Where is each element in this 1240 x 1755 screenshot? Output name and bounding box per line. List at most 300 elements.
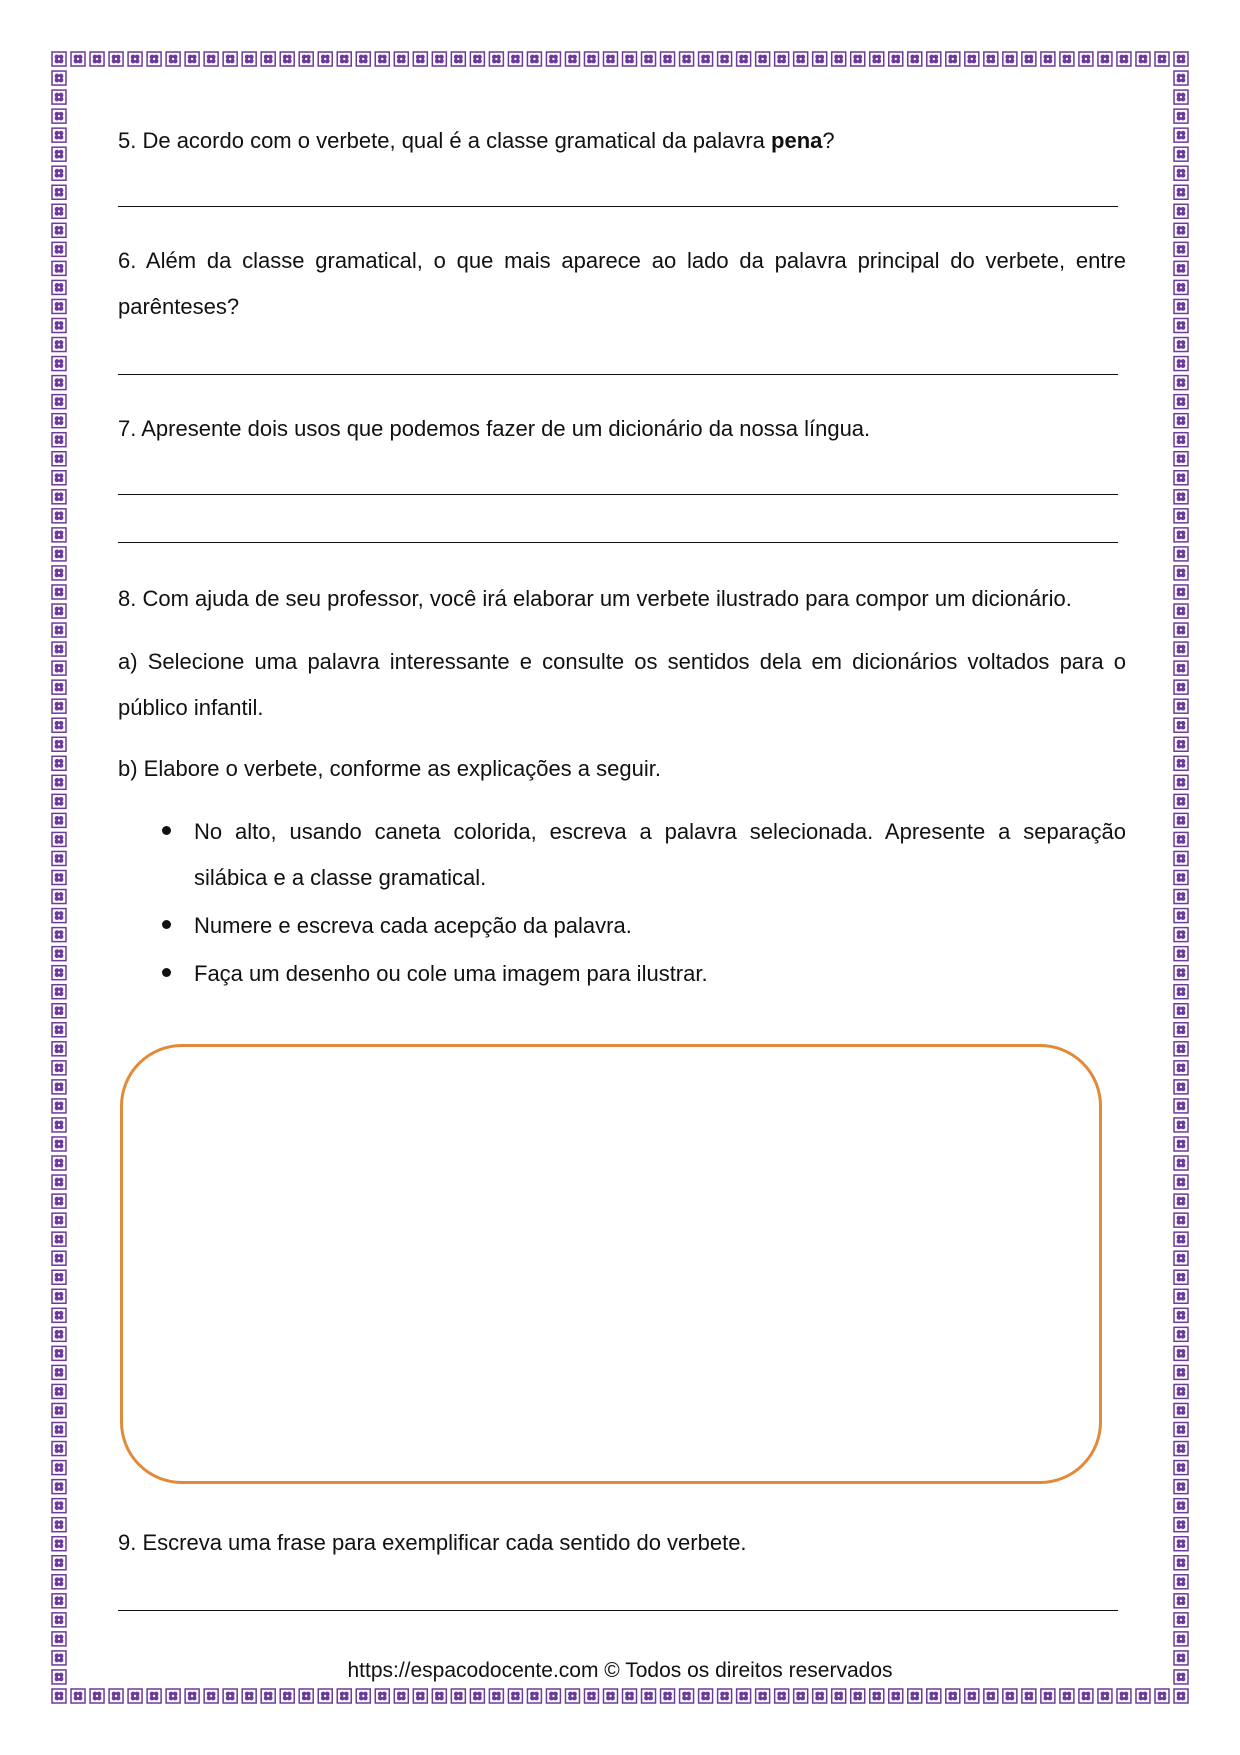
border-tile bbox=[52, 242, 66, 256]
border-tile bbox=[52, 1594, 66, 1608]
border-tile bbox=[889, 52, 903, 66]
border-tile bbox=[546, 1689, 560, 1703]
bullet-icon bbox=[162, 826, 171, 835]
border-tile bbox=[794, 52, 808, 66]
border-tile bbox=[52, 1270, 66, 1284]
border-tile bbox=[1003, 1689, 1017, 1703]
border-tile bbox=[870, 1689, 884, 1703]
border-tile bbox=[52, 1137, 66, 1151]
border-tile bbox=[185, 52, 199, 66]
border-tile bbox=[204, 52, 218, 66]
answer-line[interactable] bbox=[118, 206, 1118, 207]
border-tile bbox=[1174, 71, 1188, 85]
border-tile bbox=[680, 52, 694, 66]
border-tile bbox=[1117, 52, 1131, 66]
border-tile bbox=[1174, 395, 1188, 409]
border-tile bbox=[756, 52, 770, 66]
border-tile bbox=[375, 1689, 389, 1703]
border-tile bbox=[52, 985, 66, 999]
border-tile bbox=[1174, 1365, 1188, 1379]
border-tile bbox=[1174, 242, 1188, 256]
question-5: 5. De acordo com o verbete, qual é a classe gramatical da palavra pena? bbox=[118, 128, 835, 153]
border-tile bbox=[1174, 1499, 1188, 1513]
border-tile bbox=[1174, 1689, 1188, 1703]
border-tile bbox=[52, 1061, 66, 1075]
border-tile bbox=[52, 71, 66, 85]
border-tile bbox=[1174, 109, 1188, 123]
border-tile bbox=[1174, 737, 1188, 751]
border-tile bbox=[1098, 1689, 1112, 1703]
border-tile bbox=[527, 1689, 541, 1703]
border-tile bbox=[775, 52, 789, 66]
border-tile bbox=[1174, 813, 1188, 827]
border-tile bbox=[52, 642, 66, 656]
border-tile bbox=[52, 851, 66, 865]
border-tile bbox=[52, 1403, 66, 1417]
border-tile bbox=[508, 52, 522, 66]
border-tile bbox=[280, 52, 294, 66]
border-tile bbox=[1174, 775, 1188, 789]
border-tile bbox=[1174, 1080, 1188, 1094]
border-tile bbox=[1174, 1346, 1188, 1360]
border-tile bbox=[832, 52, 846, 66]
border-tile bbox=[1174, 909, 1188, 923]
border-tile bbox=[584, 1689, 598, 1703]
border-tile bbox=[299, 52, 313, 66]
border-tile bbox=[52, 1327, 66, 1341]
border-tile bbox=[52, 1099, 66, 1113]
border-tile bbox=[52, 1613, 66, 1627]
border-tile bbox=[1174, 756, 1188, 770]
border-tile bbox=[1174, 452, 1188, 466]
border-tile bbox=[52, 1194, 66, 1208]
border-tile bbox=[356, 52, 370, 66]
border-tile bbox=[52, 1499, 66, 1513]
border-tile bbox=[52, 1632, 66, 1646]
border-tile bbox=[1174, 851, 1188, 865]
border-tile bbox=[242, 1689, 256, 1703]
border-tile bbox=[109, 1689, 123, 1703]
border-tile bbox=[489, 1689, 503, 1703]
border-tile bbox=[432, 52, 446, 66]
border-tile bbox=[1174, 1518, 1188, 1532]
border-tile bbox=[52, 299, 66, 313]
border-tile bbox=[261, 1689, 275, 1703]
question-8a: a) Selecione uma palavra interessante e consulte os sentidos dela em dicionários voltados para o público infantil. bbox=[118, 649, 1126, 720]
border-tile bbox=[1174, 1137, 1188, 1151]
border-tile bbox=[1174, 699, 1188, 713]
border-tile bbox=[52, 1384, 66, 1398]
border-tile bbox=[52, 147, 66, 161]
border-tile bbox=[927, 1689, 941, 1703]
border-tile bbox=[52, 661, 66, 675]
border-tile bbox=[52, 680, 66, 694]
highlight-word: pena bbox=[771, 128, 823, 153]
border-tile bbox=[1174, 718, 1188, 732]
border-tile bbox=[52, 1689, 66, 1703]
border-tile bbox=[71, 52, 85, 66]
border-tile bbox=[1174, 1613, 1188, 1627]
border-tile bbox=[223, 1689, 237, 1703]
border-tile bbox=[52, 1156, 66, 1170]
border-tile bbox=[508, 1689, 522, 1703]
border-tile bbox=[623, 1689, 637, 1703]
border-tile bbox=[52, 1575, 66, 1589]
border-tile bbox=[52, 338, 66, 352]
border-tile bbox=[147, 52, 161, 66]
border-tile bbox=[1174, 794, 1188, 808]
border-tile bbox=[889, 1689, 903, 1703]
border-tile bbox=[52, 775, 66, 789]
border-tile bbox=[1174, 585, 1188, 599]
border-tile bbox=[1041, 52, 1055, 66]
border-tile bbox=[1174, 185, 1188, 199]
border-tile bbox=[965, 52, 979, 66]
border-tile bbox=[1098, 52, 1112, 66]
border-tile bbox=[52, 1004, 66, 1018]
border-tile bbox=[90, 1689, 104, 1703]
border-tile bbox=[984, 52, 998, 66]
border-tile bbox=[52, 185, 66, 199]
border-tile bbox=[1174, 1327, 1188, 1341]
border-tile bbox=[1174, 1023, 1188, 1037]
border-tile bbox=[832, 1689, 846, 1703]
border-tile bbox=[128, 1689, 142, 1703]
border-tile bbox=[52, 52, 66, 66]
instruction-list bbox=[118, 809, 1126, 999]
border-tile bbox=[1079, 1689, 1093, 1703]
border-tile bbox=[1174, 1251, 1188, 1265]
border-tile bbox=[1022, 52, 1036, 66]
border-tile bbox=[1174, 471, 1188, 485]
border-tile bbox=[223, 52, 237, 66]
border-tile bbox=[394, 1689, 408, 1703]
border-tile bbox=[642, 1689, 656, 1703]
border-tile bbox=[318, 1689, 332, 1703]
border-tile bbox=[52, 1289, 66, 1303]
border-tile bbox=[1060, 52, 1074, 66]
question-9: 9. Escreva uma frase para exemplificar cada sentido do verbete. bbox=[118, 1530, 747, 1555]
border-tile bbox=[52, 128, 66, 142]
border-tile bbox=[1174, 338, 1188, 352]
border-tile bbox=[1174, 528, 1188, 542]
border-tile bbox=[375, 52, 389, 66]
border-tile bbox=[661, 1689, 675, 1703]
border-tile bbox=[52, 1480, 66, 1494]
border-tile bbox=[1174, 1480, 1188, 1494]
border-tile bbox=[775, 1689, 789, 1703]
border-tile bbox=[242, 52, 256, 66]
border-tile bbox=[737, 1689, 751, 1703]
border-tile bbox=[1174, 1384, 1188, 1398]
border-tile bbox=[527, 52, 541, 66]
border-tile bbox=[52, 718, 66, 732]
border-tile bbox=[52, 1423, 66, 1437]
border-tile bbox=[1174, 1403, 1188, 1417]
list-item: Numere e escreva cada acepção da palavra. bbox=[118, 903, 1126, 949]
border-tile bbox=[52, 357, 66, 371]
border-tile bbox=[1174, 1156, 1188, 1170]
border-tile bbox=[1174, 832, 1188, 846]
border-tile bbox=[52, 966, 66, 980]
illustration-box[interactable] bbox=[120, 1044, 1102, 1484]
copyright-footer: https://espacodocente.com © Todos os direitos reservados bbox=[347, 1659, 893, 1682]
border-tile bbox=[1174, 147, 1188, 161]
border-tile bbox=[1174, 1594, 1188, 1608]
border-tile bbox=[1174, 680, 1188, 694]
border-tile bbox=[1174, 985, 1188, 999]
border-tile bbox=[52, 585, 66, 599]
border-tile bbox=[946, 1689, 960, 1703]
border-tile bbox=[52, 223, 66, 237]
border-tile bbox=[52, 280, 66, 294]
border-tile bbox=[1174, 509, 1188, 523]
border-tile bbox=[52, 528, 66, 542]
border-tile bbox=[128, 52, 142, 66]
border-tile bbox=[52, 1556, 66, 1570]
border-tile bbox=[1174, 1232, 1188, 1246]
border-tile bbox=[1079, 52, 1093, 66]
border-tile bbox=[109, 52, 123, 66]
border-tile bbox=[52, 471, 66, 485]
question-7: 7. Apresente dois usos que podemos fazer de um dicionário da nossa língua. bbox=[118, 416, 871, 441]
border-tile bbox=[147, 1689, 161, 1703]
border-tile bbox=[1174, 1289, 1188, 1303]
border-tile bbox=[1174, 890, 1188, 904]
border-tile bbox=[52, 1442, 66, 1456]
border-tile bbox=[52, 433, 66, 447]
border-tile bbox=[52, 832, 66, 846]
border-tile bbox=[1136, 1689, 1150, 1703]
border-tile bbox=[1174, 1118, 1188, 1132]
border-tile bbox=[699, 52, 713, 66]
border-tile bbox=[718, 52, 732, 66]
border-tile bbox=[1174, 547, 1188, 561]
border-tile bbox=[52, 604, 66, 618]
border-tile bbox=[52, 1518, 66, 1532]
border-tile bbox=[1174, 1270, 1188, 1284]
border-tile bbox=[318, 52, 332, 66]
border-tile bbox=[52, 1042, 66, 1056]
border-tile bbox=[52, 509, 66, 523]
border-tile bbox=[1174, 1175, 1188, 1189]
border-tile bbox=[52, 1080, 66, 1094]
border-tile bbox=[1174, 204, 1188, 218]
border-tile bbox=[52, 623, 66, 637]
list-item: No alto, usando caneta colorida, escreva a palavra selecionada. Apresente a separação silábica e a classe gramatical. bbox=[118, 809, 1126, 901]
border-tile bbox=[1174, 1632, 1188, 1646]
answer-line[interactable] bbox=[118, 1610, 1118, 1611]
border-tile bbox=[1174, 947, 1188, 961]
border-tile bbox=[432, 1689, 446, 1703]
border-tile bbox=[52, 395, 66, 409]
list-item: Faça um desenho ou cole uma imagem para ilustrar. bbox=[118, 951, 1126, 997]
border-tile bbox=[52, 813, 66, 827]
border-tile bbox=[1155, 1689, 1169, 1703]
border-tile bbox=[1174, 1004, 1188, 1018]
border-tile bbox=[680, 1689, 694, 1703]
border-tile bbox=[1174, 1213, 1188, 1227]
bullet-icon bbox=[162, 920, 171, 929]
bullet-icon bbox=[162, 968, 171, 977]
border-tile bbox=[204, 1689, 218, 1703]
border-tile bbox=[1174, 376, 1188, 390]
border-tile bbox=[52, 1023, 66, 1037]
border-tile bbox=[52, 699, 66, 713]
question-8: 8. Com ajuda de seu professor, você irá elaborar um verbete ilustrado para compor um dicionário. bbox=[118, 586, 1072, 611]
border-tile bbox=[489, 52, 503, 66]
border-tile bbox=[1060, 1689, 1074, 1703]
border-tile bbox=[584, 52, 598, 66]
border-tile bbox=[1174, 90, 1188, 104]
border-tile bbox=[261, 52, 275, 66]
border-tile bbox=[413, 1689, 427, 1703]
border-tile bbox=[603, 52, 617, 66]
border-tile bbox=[166, 1689, 180, 1703]
answer-line[interactable] bbox=[118, 542, 1118, 543]
border-tile bbox=[470, 52, 484, 66]
border-tile bbox=[52, 318, 66, 332]
border-tile bbox=[1174, 1194, 1188, 1208]
border-tile bbox=[52, 1251, 66, 1265]
border-tile bbox=[1174, 1556, 1188, 1570]
border-tile bbox=[756, 1689, 770, 1703]
question-8b: b) Elabore o verbete, conforme as explicações a seguir. bbox=[118, 756, 661, 781]
border-tile bbox=[52, 109, 66, 123]
border-tile bbox=[927, 52, 941, 66]
border-tile bbox=[52, 1118, 66, 1132]
border-tile bbox=[1174, 52, 1188, 66]
border-tile bbox=[337, 52, 351, 66]
border-tile bbox=[1174, 928, 1188, 942]
border-tile bbox=[470, 1689, 484, 1703]
border-tile bbox=[1174, 642, 1188, 656]
border-tile bbox=[813, 52, 827, 66]
border-tile bbox=[52, 947, 66, 961]
border-tile bbox=[1174, 1042, 1188, 1056]
border-tile bbox=[52, 1232, 66, 1246]
border-tile bbox=[851, 52, 865, 66]
border-tile bbox=[52, 909, 66, 923]
border-tile bbox=[1174, 871, 1188, 885]
border-tile bbox=[52, 1213, 66, 1227]
border-tile bbox=[1174, 1461, 1188, 1475]
border-tile bbox=[52, 1346, 66, 1360]
border-tile bbox=[546, 52, 560, 66]
border-tile bbox=[813, 1689, 827, 1703]
border-tile bbox=[984, 1689, 998, 1703]
answer-line[interactable] bbox=[118, 374, 1118, 375]
border-tile bbox=[52, 756, 66, 770]
border-tile bbox=[299, 1689, 313, 1703]
border-tile bbox=[1174, 223, 1188, 237]
border-tile bbox=[52, 890, 66, 904]
border-tile bbox=[90, 52, 104, 66]
border-tile bbox=[1174, 966, 1188, 980]
border-tile bbox=[1174, 357, 1188, 371]
border-tile bbox=[1174, 433, 1188, 447]
border-tile bbox=[794, 1689, 808, 1703]
border-tile bbox=[1174, 299, 1188, 313]
border-tile bbox=[52, 547, 66, 561]
border-tile bbox=[946, 52, 960, 66]
border-tile bbox=[718, 1689, 732, 1703]
border-tile bbox=[851, 1689, 865, 1703]
border-tile bbox=[1174, 1308, 1188, 1322]
border-tile bbox=[1174, 318, 1188, 332]
border-tile bbox=[908, 52, 922, 66]
border-tile bbox=[699, 1689, 713, 1703]
border-tile bbox=[52, 414, 66, 428]
border-tile bbox=[1174, 280, 1188, 294]
border-tile bbox=[661, 52, 675, 66]
border-tile bbox=[166, 52, 180, 66]
border-tile bbox=[52, 452, 66, 466]
border-tile bbox=[52, 1175, 66, 1189]
border-tile bbox=[52, 204, 66, 218]
answer-line[interactable] bbox=[118, 494, 1118, 495]
border-tile bbox=[52, 376, 66, 390]
border-tile bbox=[1174, 1442, 1188, 1456]
border-tile bbox=[52, 166, 66, 180]
border-tile bbox=[356, 1689, 370, 1703]
border-tile bbox=[1136, 52, 1150, 66]
border-tile bbox=[565, 52, 579, 66]
border-tile bbox=[1174, 1575, 1188, 1589]
border-tile bbox=[1174, 1061, 1188, 1075]
border-tile bbox=[52, 261, 66, 275]
border-tile bbox=[52, 871, 66, 885]
border-tile bbox=[565, 1689, 579, 1703]
border-tile bbox=[280, 1689, 294, 1703]
border-tile bbox=[1041, 1689, 1055, 1703]
border-tile bbox=[1174, 261, 1188, 275]
border-tile bbox=[642, 52, 656, 66]
border-tile bbox=[52, 1537, 66, 1551]
border-tile bbox=[1174, 661, 1188, 675]
border-tile bbox=[1174, 623, 1188, 637]
border-tile bbox=[52, 1461, 66, 1475]
border-tile bbox=[52, 794, 66, 808]
border-tile bbox=[451, 52, 465, 66]
border-tile bbox=[52, 490, 66, 504]
border-tile bbox=[1174, 490, 1188, 504]
border-tile bbox=[870, 52, 884, 66]
border-tile bbox=[185, 1689, 199, 1703]
border-tile bbox=[1174, 1537, 1188, 1551]
border-tile bbox=[965, 1689, 979, 1703]
border-tile bbox=[1174, 166, 1188, 180]
border-tile bbox=[1174, 604, 1188, 618]
border-tile bbox=[451, 1689, 465, 1703]
question-6: 6. Além da classe gramatical, o que mais aparece ao lado da palavra principal do verbete, entre parênteses? bbox=[118, 248, 1126, 319]
border-tile bbox=[52, 928, 66, 942]
border-tile bbox=[1022, 1689, 1036, 1703]
border-tile bbox=[1174, 128, 1188, 142]
border-tile bbox=[52, 1308, 66, 1322]
border-tile bbox=[1155, 52, 1169, 66]
border-tile bbox=[52, 90, 66, 104]
border-tile bbox=[1117, 1689, 1131, 1703]
border-tile bbox=[1174, 566, 1188, 580]
border-tile bbox=[1174, 1099, 1188, 1113]
border-tile bbox=[52, 566, 66, 580]
border-tile bbox=[413, 52, 427, 66]
border-tile bbox=[52, 737, 66, 751]
border-tile bbox=[52, 1365, 66, 1379]
border-tile bbox=[1174, 1423, 1188, 1437]
border-tile bbox=[1003, 52, 1017, 66]
